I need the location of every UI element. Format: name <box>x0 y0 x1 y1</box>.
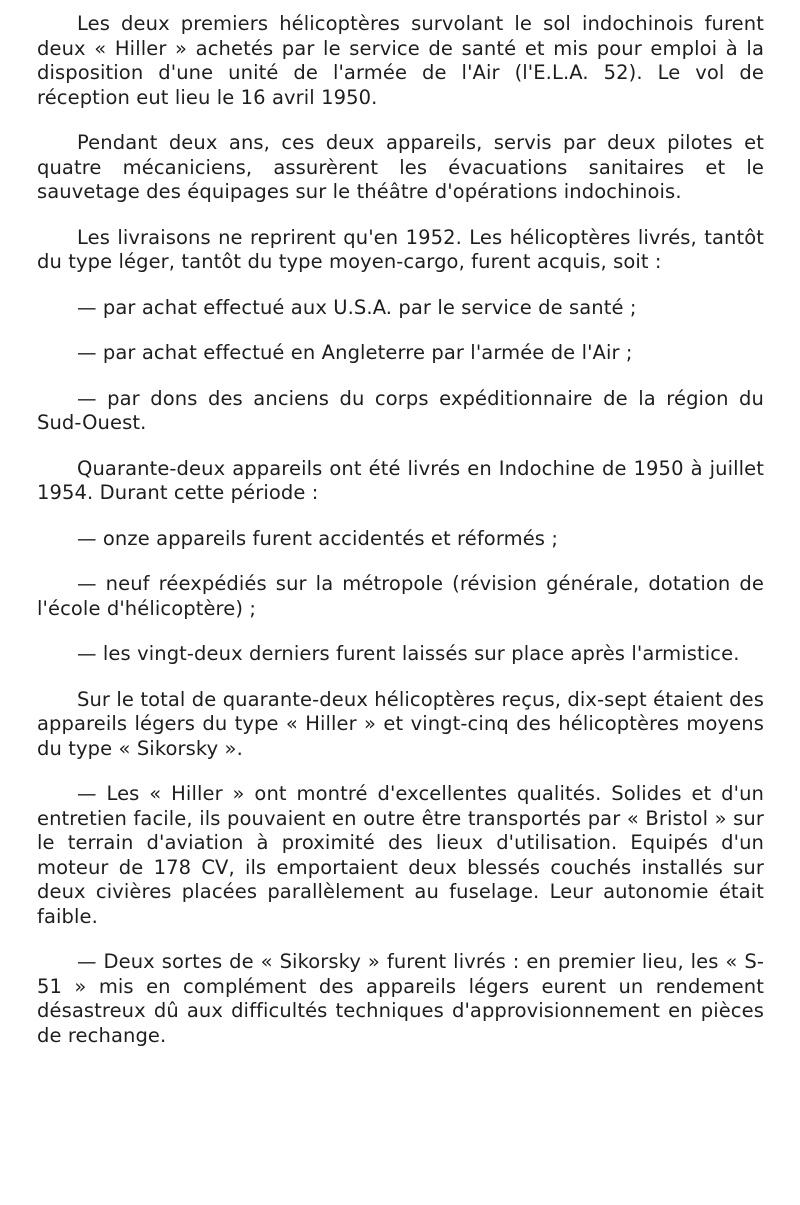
paragraph-two-years: Pendant deux ans, ces deux appareils, servis par deux pilotes et quatre mécaniciens, assurèrent les évacuations sanitaires et le sauvetage des équipages sur le théâtre d'opérations indochinois. <box>37 131 764 203</box>
paragraph-sikorsky: — Deux sortes de « Sikorsky » furent livrés : en premier lieu, les « S-51 » mis en complément des appareils légers eurent un rendement désastreux dû aux difficultés techniques d'approvisionnement en pièces de rechange. <box>37 950 764 1047</box>
paragraph-total-types: Sur le total de quarante-deux hélicoptères reçus, dix-sept étaient des appareils légers du type « Hiller » et vingt-cinq des hélicoptères moyens du type « Sikorsky ». <box>37 687 764 760</box>
paragraph-deliveries: Les livraisons ne reprirent qu'en 1952. Les hélicoptères livrés, tantôt du type léger, tantôt du type moyen-cargo, furent acquis, soit : <box>37 225 764 273</box>
list-item-england-purchase: — par achat effectué en Angleterre par l'armée de l'Air ; <box>77 341 633 364</box>
list-item-nine-returned: — neuf réexpédiés sur la métropole (révision générale, dotation de l'école d'hélicoptère) ; <box>37 572 764 620</box>
list-item-eleven-lost: — onze appareils furent accidentés et réformés ; <box>77 526 559 550</box>
paragraph-forty-two-delivered: Quarante-deux appareils ont été livrés en Indochine de 1950 à juillet 1954. Durant cette période : <box>37 456 764 504</box>
list-item-usa-purchase: — par achat effectué aux U.S.A. par le service de santé ; <box>77 295 637 319</box>
paragraph-first-hillers: Les deux premiers hélicoptères survolant le sol indochinois furent deux « Hiller » achetés par le service de santé et mis pour emploi à la disposition d'une unité de l'armée de l'Air (l'E.L.A. 52). Le vol de réception eut lieu le 16 avril 1950. <box>37 12 764 109</box>
paragraph-hiller-qualities: — Les « Hiller » ont montré d'excellentes qualités. Solides et d'un entretien facile, ils pouvaient en outre être transportés par « Bristol » sur le terrain d'aviation à proximité des lieux d'utilisation. Equipés d'un moteur de 178 CV, ils emportaient deux blessés couchés installés sur deux civières placées parallèlement au fuselage. Leur autonomie était faible. <box>37 782 764 928</box>
list-item-twenty-two-left: — les vingt-deux derniers furent laissés sur place après l'armistice. <box>77 642 740 665</box>
list-item-donations: — par dons des anciens du corps expéditionnaire de la région du Sud-Ouest. <box>37 386 764 434</box>
